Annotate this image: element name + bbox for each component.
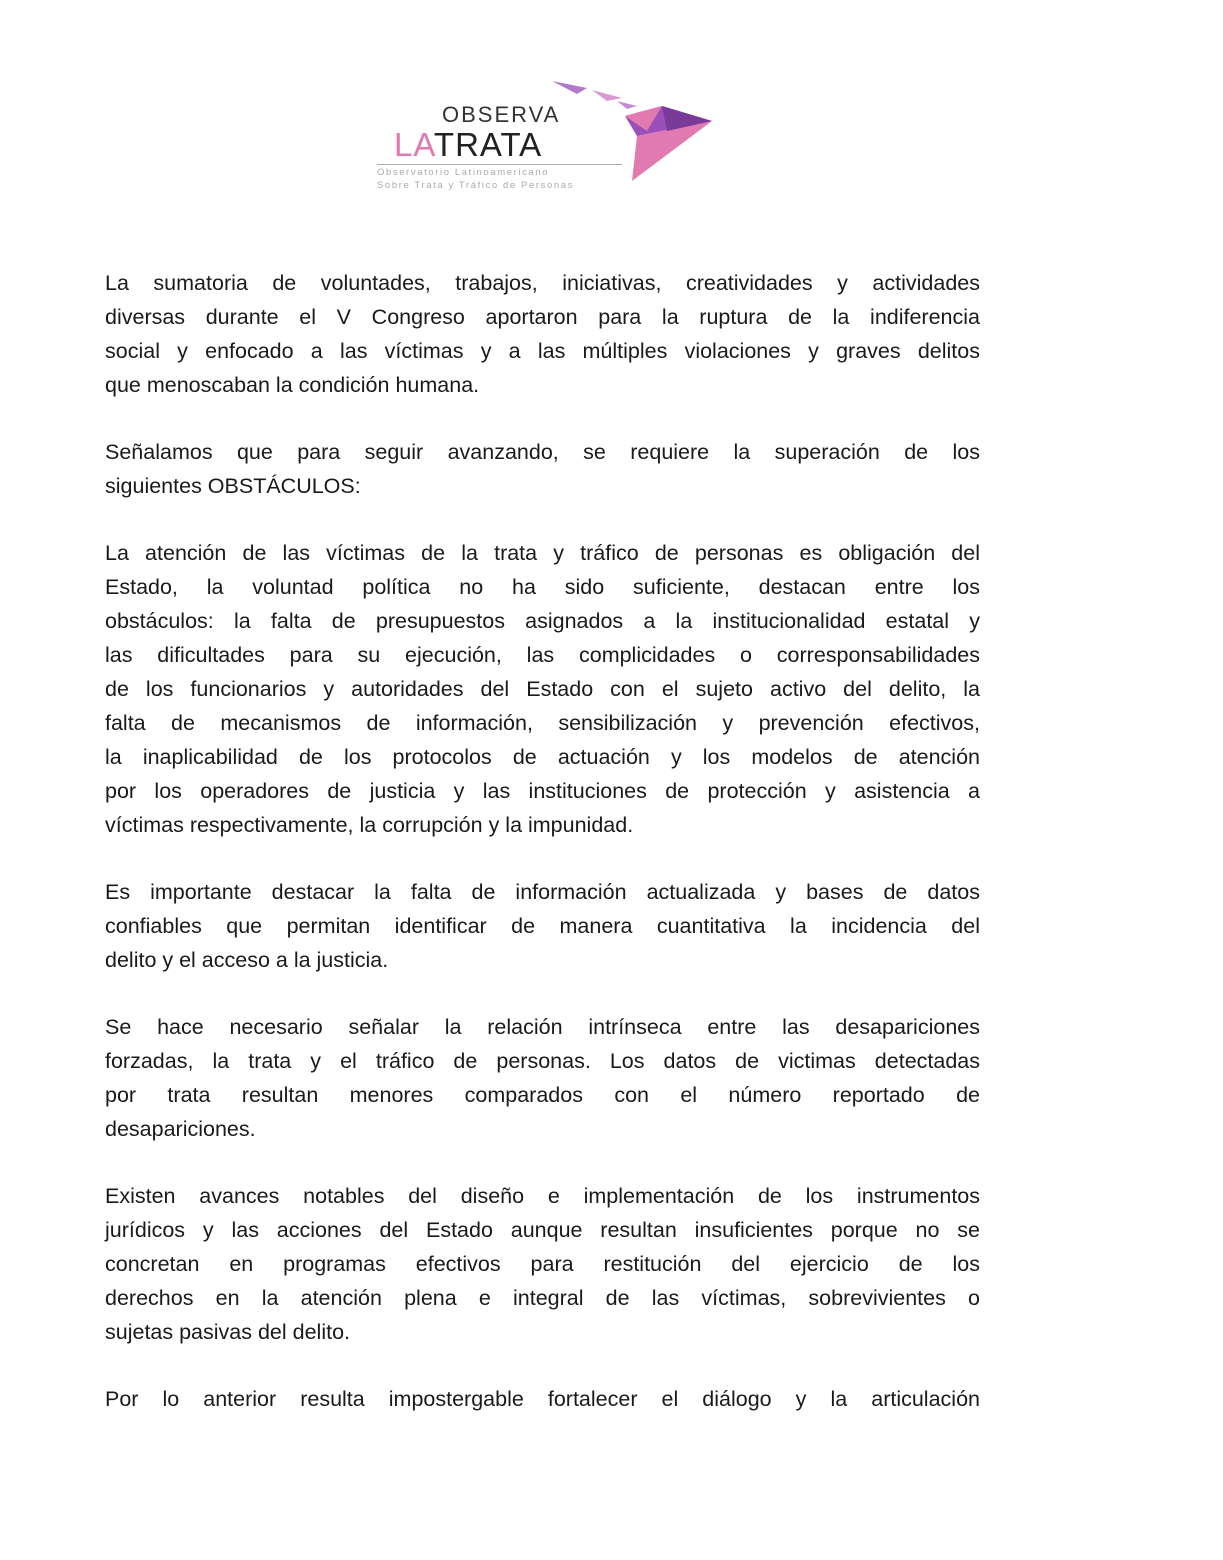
text-line: Se hace necesario señalar la relación intrínseca entre las desapariciones [105,1015,980,1039]
text-line: víctimas respectivamente, la corrupción y la impunidad. [105,813,634,837]
paragraph [105,875,980,977]
text-line: diversas durante el V Congreso aportaron para la ruptura de la indiferencia [105,305,980,329]
logo-la: LA [394,126,434,163]
text-line: las dificultades para su ejecución, las complicidades o corresponsabilidades [105,643,980,667]
paragraph [105,435,980,503]
text-line: La atención de las víctimas de la trata y tráfico de personas es obligación del [105,541,980,565]
text-line: derechos en la atención plena e integral de las víctimas, sobrevivientes o [105,1286,980,1310]
text-line: que menoscaban la condición humana. [105,373,480,397]
text-line: falta de mecanismos de información, sensibilización y prevención efectivos, [105,711,980,735]
text-line: concretan en programas efectivos para restitución del ejercicio de los [105,1252,980,1276]
text-line: Estado, la voluntad política no ha sido suficiente, destacan entre los [105,575,980,599]
text-line: por los operadores de justicia y las instituciones de protección y asistencia a [105,779,980,803]
text-line: forzadas, la trata y el tráfico de personas. Los datos de victimas detectadas [105,1049,980,1073]
text-line: Existen avances notables del diseño e implementación de los instrumentos [105,1184,980,1208]
logo-subtitle-2: Sobre Trata y Tráfico de Personas [377,180,574,191]
latin-america-map-icon [547,76,717,186]
paragraph [105,1382,980,1416]
text-line: Señalamos que para seguir avanzando, se requiere la superación de los [105,440,980,464]
text-line: confiables que permitan identificar de manera cuantitativa la incidencia del [105,914,980,938]
text-line: obstáculos: la falta de presupuestos asignados a la institucionalidad estatal y [105,609,980,633]
text-line: social y enfocado a las víctimas y a las múltiples violaciones y graves delitos [105,339,980,363]
observa-la-trata-logo [372,76,717,196]
text-line: por trata resultan menores comparados con el número reportado de [105,1083,980,1107]
logo-observa: OBSERVA [442,102,561,127]
logo-subtitle-1: Observatorio Latinoamericano [377,167,550,178]
document-body [105,266,980,1449]
text-line: Es importante destacar la falta de información actualizada y bases de datos [105,880,980,904]
text-line: La sumatoria de voluntades, trabajos, iniciativas, creatividades y actividades [105,271,980,295]
paragraph [105,1010,980,1146]
logo-latrata [394,128,542,161]
text-line: la inaplicabilidad de los protocolos de actuación y los modelos de atención [105,745,980,769]
logo-divider [377,164,622,165]
text-line: Por lo anterior resulta impostergable fortalecer el diálogo y la articulación [105,1387,980,1411]
paragraph [105,536,980,842]
paragraph [105,1179,980,1349]
logo-trata: TRATA [433,126,543,163]
text-line: sujetas pasivas del delito. [105,1320,351,1344]
text-line: desapariciones. [105,1117,256,1141]
text-line: de los funcionarios y autoridades del Estado con el sujeto activo del delito, la [105,677,980,701]
text-line: siguientes OBSTÁCULOS: [105,474,361,498]
text-line: delito y el acceso a la justicia. [105,948,389,972]
paragraph [105,266,980,402]
text-line: jurídicos y las acciones del Estado aunque resultan insuficientes porque no se [105,1218,980,1242]
